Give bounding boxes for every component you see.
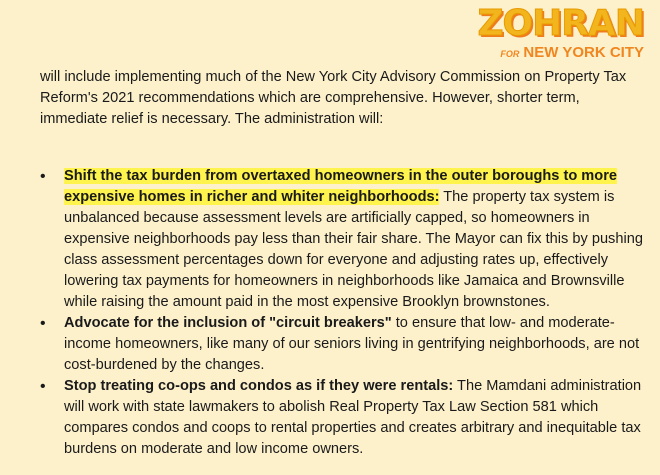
policy-heading-highlighted: Shift the tax burden from overtaxed homeowners in the outer boroughs to more expensive homes in richer and whiter neighborhoods: xyxy=(64,168,617,205)
policy-heading: Stop treating co-ops and condos as if they were rentals: xyxy=(64,378,454,394)
logo-subtitle xyxy=(477,44,644,61)
policy-item-circuit-breakers xyxy=(64,313,646,376)
policy-heading: Advocate for the inclusion of "circuit breakers" xyxy=(64,315,392,331)
document-body xyxy=(40,67,646,460)
policy-body: The property tax system is unbalanced because assessment levels are artificially capped, so homeowners in expensive neighborhoods pay less than their fair share. The Mayor can fix this by pushing class assessment percentages down for everyone and adjusting rates up, effectively lowering tax payments for homeowners in neighborhoods like Jamaica and Brownsville while raising the amount paid in the most expensive Brooklyn brownstones. xyxy=(64,189,643,310)
logo-city: NEW YORK CITY xyxy=(523,44,644,61)
logo-wordmark: ZOHRAN xyxy=(477,3,644,44)
logo-for: FOR xyxy=(500,49,520,59)
intro-paragraph: will include implementing much of the New York City Advisory Commission on Property Tax Reform's 2021 recommendations which are comprehensive. However, shorter term, immediate relief is necessary. The administration will: xyxy=(40,69,627,127)
policy-list xyxy=(40,166,646,460)
campaign-logo xyxy=(477,3,644,61)
policy-item-tax-burden xyxy=(64,166,646,313)
policy-item-coops-condos xyxy=(64,376,646,460)
policy-body: to ensure that low- and moderate-income homeowners, like many of our seniors living in gentrifying neighborhoods, are not cost-burdened by the changes. xyxy=(64,315,640,373)
policy-body: The Mamdani administration will work with state lawmakers to abolish Real Property Tax Law Section 581 which compares condos and coops to rental properties and creates arbitrary and inequitable tax burdens on moderate and low income owners. xyxy=(64,378,642,457)
